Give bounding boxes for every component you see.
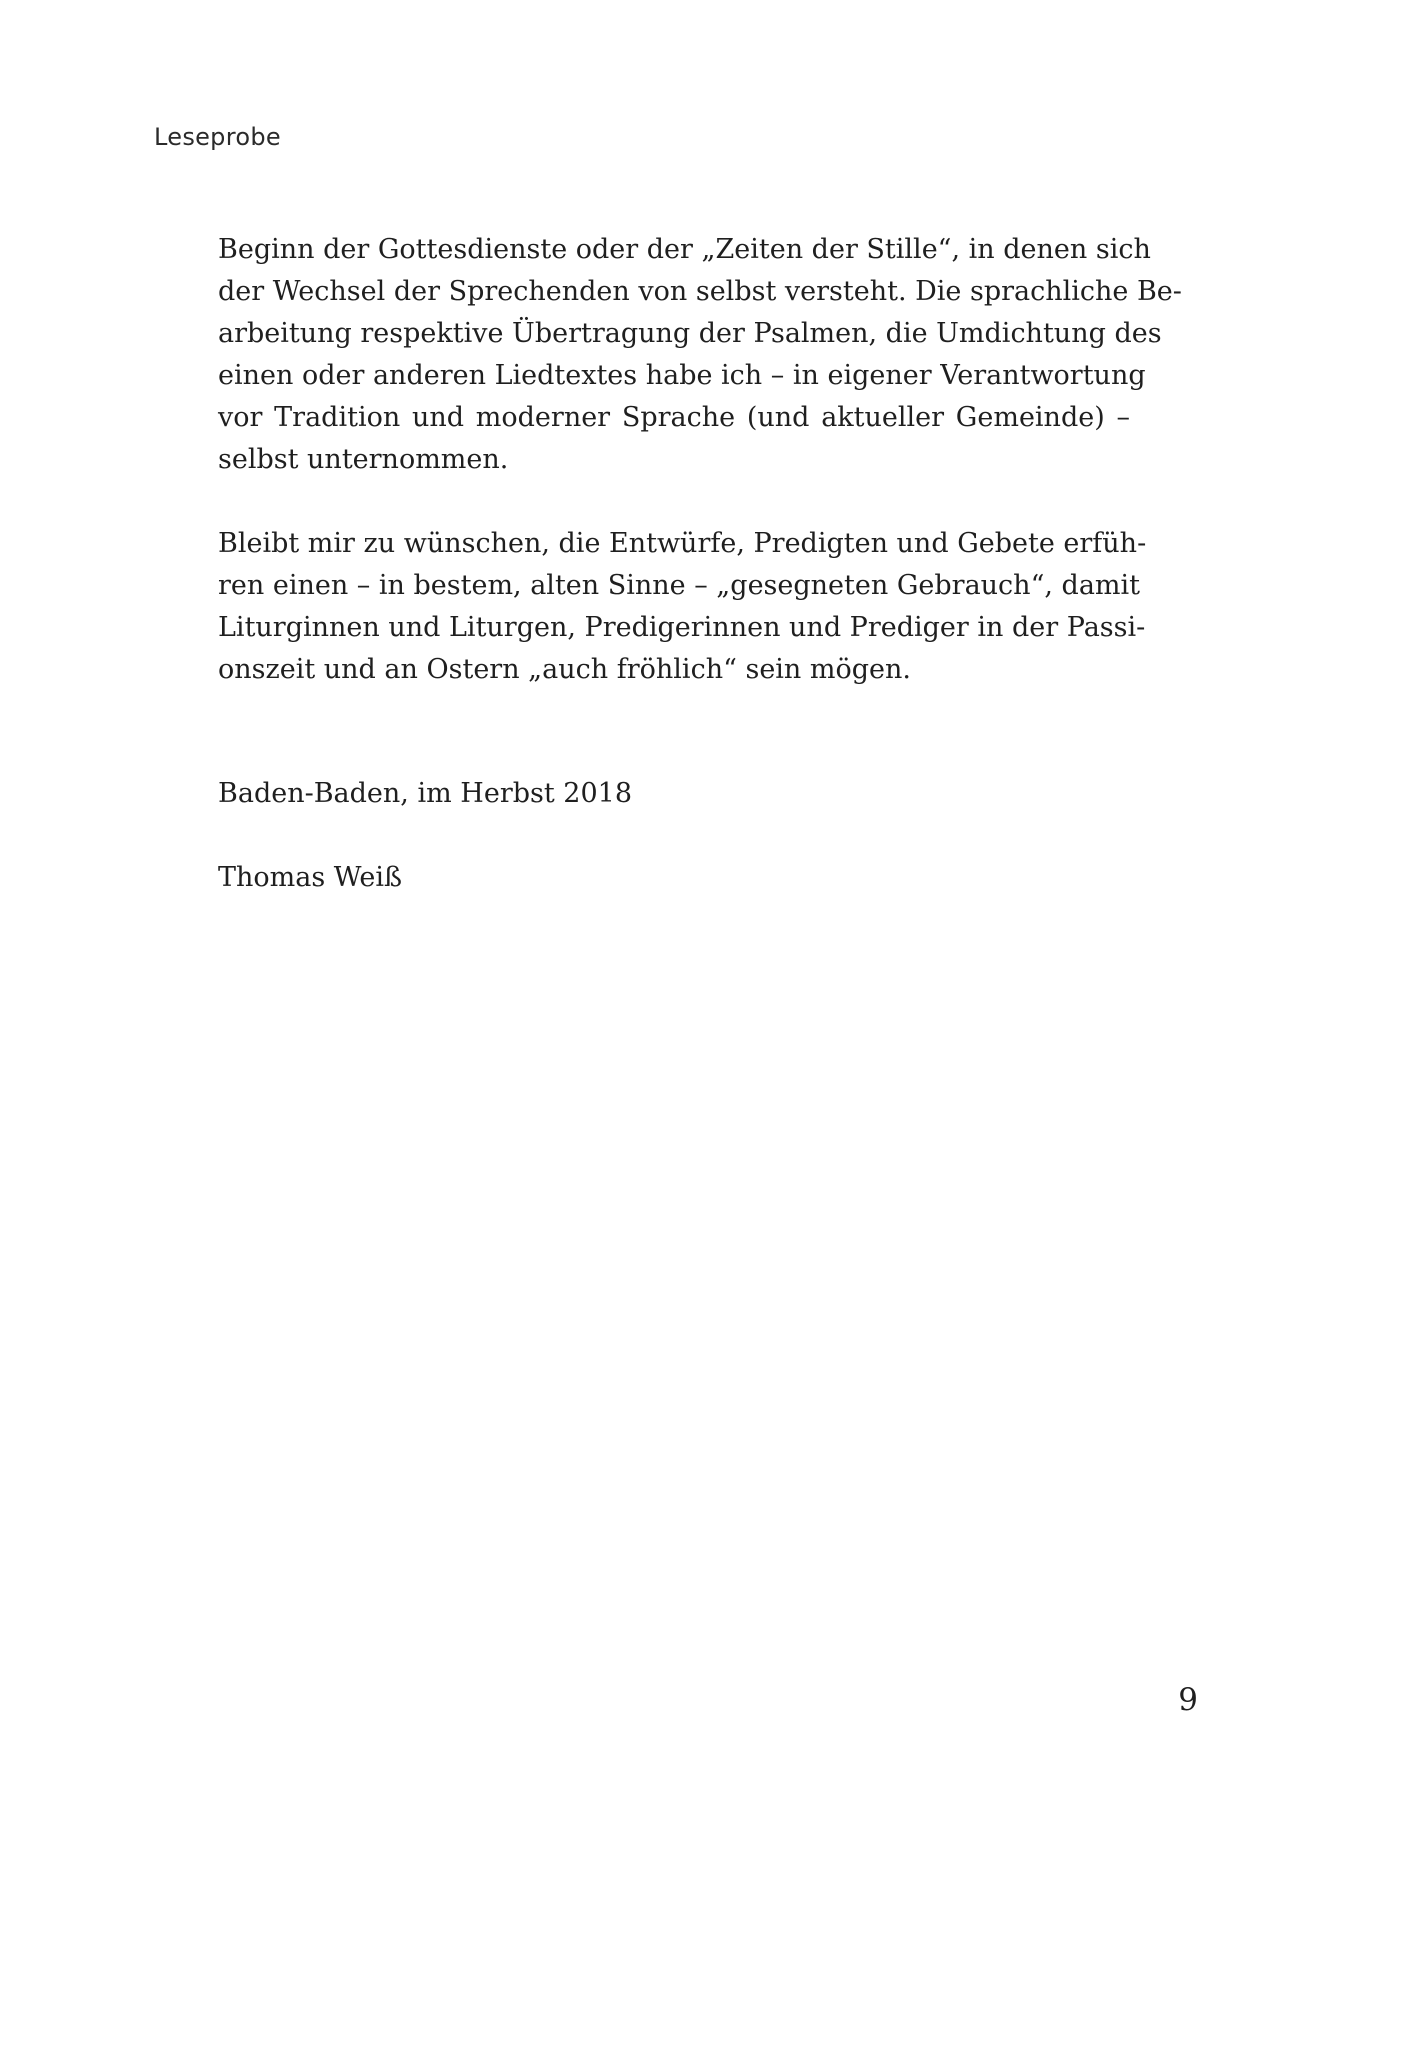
author-name: Thomas Weiß bbox=[218, 862, 402, 893]
text-line: einen oder anderen Liedtextes habe ich – in eigener Verantwortung bbox=[218, 360, 1146, 391]
text-line: Liturginnen und Liturgen, Predigerinnen und Prediger in der Passi- bbox=[218, 612, 1146, 643]
text-line: Bleibt mir zu wünschen, die Entwürfe, Predigten und Gebete erfüh- bbox=[218, 528, 1147, 559]
running-header: Leseprobe bbox=[154, 123, 281, 151]
text-line: onszeit und an Ostern „auch fröhlich“ sein mögen. bbox=[218, 654, 911, 685]
text-line: ren einen – in bestem, alten Sinne – „gesegneten Gebrauch“, damit bbox=[218, 570, 1141, 601]
text-line: vor Tradition und moderner Sprache (und aktueller Gemeinde) – bbox=[218, 402, 1130, 433]
text-line: der Wechsel der Sprechenden von selbst versteht. Die sprachliche Be- bbox=[218, 276, 1182, 307]
page-number: 9 bbox=[1178, 1682, 1198, 1718]
text-line: selbst unternommen. bbox=[218, 444, 509, 475]
place-date: Baden-Baden, im Herbst 2018 bbox=[218, 778, 633, 809]
text-line: Beginn der Gottesdienste oder der „Zeiten der Stille“, in denen sich bbox=[218, 234, 1151, 265]
text-line: arbeitung respektive Übertragung der Psalmen, die Umdichtung des bbox=[218, 318, 1162, 349]
